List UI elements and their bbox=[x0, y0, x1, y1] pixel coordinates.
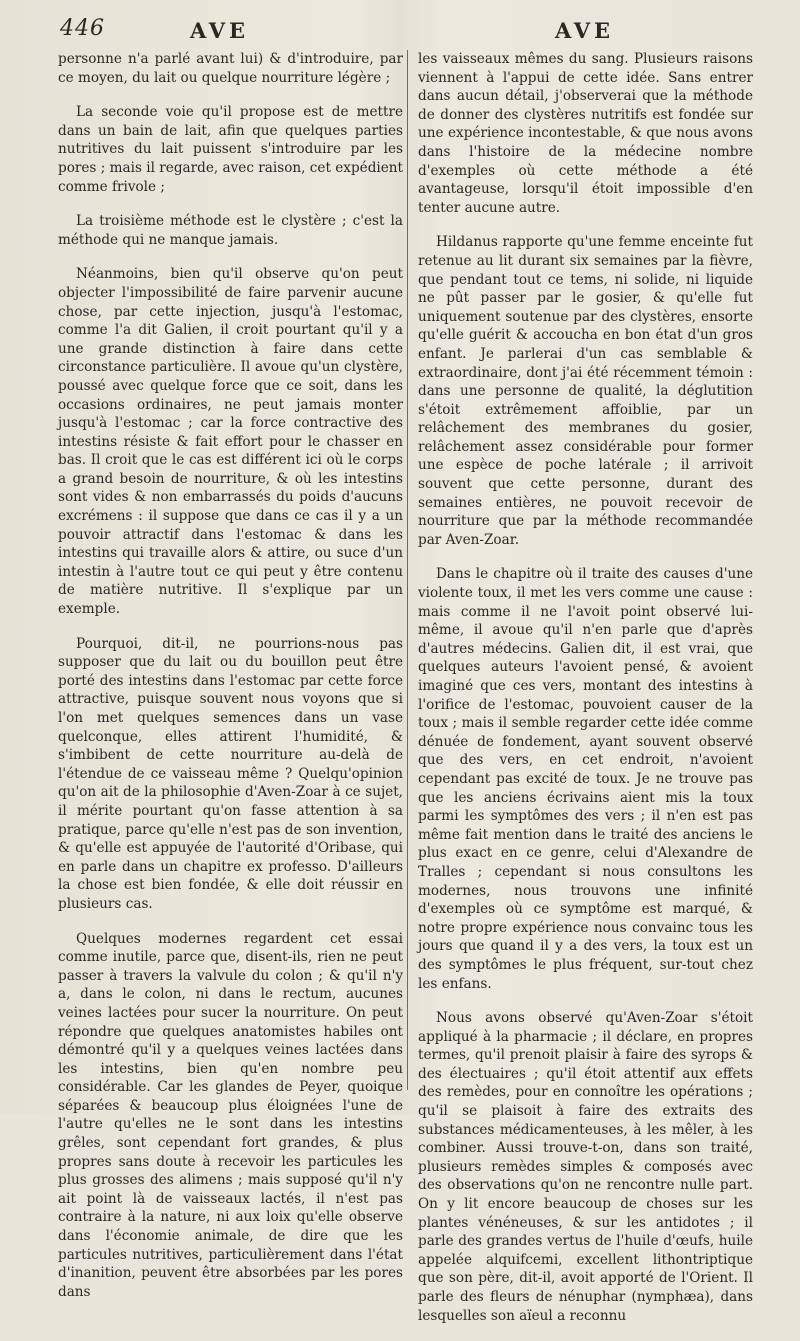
paragraph: Dans le chapitre où il traite des causes d'une violente toux, il met les vers comme une cause : mais comme il ne l'avoit point observé lui-même, il avoue qu'il n'en parle que d'après d'autres médecins. Galien dit, il est vrai, que quelques auteurs l'avoient pensé, & avoient imaginé que ces vers, montant des intestins à l'orifice de l'estomac, pouvoient causer de la toux ; mais il semble regarder cette idée comme dénuée de fondement, ayant souvent observé que des vers, en cet endroit, n'avoient cependant pas excité de toux. Je ne trouve pas que les anciens écrivains aient mis la toux parmi les symptômes des vers ; il n'en est pas même fait mention dans le traité des anciens le plus exact en ce genre, celui d'Alexandre de Tralles ; cependant si nous consultons les modernes, nous trouvons une infinité d'exemples où ce symptôme est marqué, & notre propre expérience nous convainc tous les jours que quand il y a des vers, la toux est un des symptômes le plus fréquent, sur-tout chez les enfans. bbox=[418, 566, 753, 992]
paragraph: La troisième méthode est le clystère ; c'est la méthode qui ne manque jamais. bbox=[58, 213, 403, 248]
paragraph: Nous avons observé qu'Aven-Zoar s'étoit appliqué à la pharmacie ; il déclare, en propres termes, qu'il prenoit plaisir à faire des syrops & des électuaires ; qu'il étoit attentif aux effets des remèdes, pour en connoître les opérations ; qu'il se plaisoit à faire des extraits des substances médicamenteuses, à les mêler, à les combiner. Aussi trouve-t-on, dans son traité, plusieurs remèdes simples & composés avec des observations qu'on ne rencontre nulle part. On y lit encore beaucoup de choses sur les plantes vénéneuses, & sur les antidotes ; il parle des grandes vertus de l'huile d'œufs, huile appelée alquifcemi, excellent lithontriptique que son père, dit-il, avoit apporté de l'Orient. Il parle des fleurs de nénuphar (nymphæa), dans lesquelles son aïeul a reconnu bbox=[418, 1010, 753, 1324]
right-column bbox=[418, 50, 753, 1341]
paragraph: les vaisseaux mêmes du sang. Plusieurs raisons viennent à l'appui de cette idée. Sans entrer dans aucun détail, j'observerai que la méthode de donner des clystères nutritifs est fondée sur une expérience incontestable, & que nous avons dans l'histoire de la médecine nombre d'exemples où cette méthode a été avantageuse, lorsqu'il étoit impossible d'en tenter aucune autre. bbox=[418, 51, 753, 216]
paragraph: Néanmoins, bien qu'il observe qu'on peut objecter l'impossibilité de faire parvenir aucune chose, par cette injection, jusqu'à l'estomac, comme l'a dit Galien, il croit pourtant qu'il y a une grande distinction à faire dans cette circonstance particulière. Il avoue qu'un clystère, poussé avec quelque force que ce soit, dans les occasions ordinaires, ne peut jamais monter jusqu'à l'estomac ; car la force contractive des intestins résiste & fait effort pour le chasser en bas. Il croit que le cas est différent ici où le corps a grand besoin de nourriture, & où les intestins sont vides & non embarrassés du poids d'aucuns excrémens : il suppose que dans ce cas il y a un pouvoir attractif dans l'estomac & dans les intestins qui travaille alors & attire, ou suce d'un intestin à l'autre tout ce qui peut y être contenu de matière nutritive. Il s'explique par un exemple. bbox=[58, 266, 403, 618]
left-column bbox=[58, 50, 403, 1317]
paragraph: Pourquoi, dit-il, ne pourrions-nous pas supposer que du lait ou du bouillon peut être porté des intestins dans l'estomac par cette force attractive, puisque souvent nous voyons que si l'on met quelques semences dans un vase quelconque, elles attirent l'humidité, & s'imbibent de cette nourriture au-delà de l'étendue de ce vaisseau même ? Quelqu'opinion qu'on ait de la philosophie d'Aven-Zoar à ce sujet, il mérite pourtant qu'on fasse attention à sa pratique, parce qu'elle n'est pas de son invention, & qu'elle est appuyée de l'autorité d'Oribase, qui en parle dans un chapitre ex professo. D'ailleurs la chose est bien fondée, & elle doit réussir en plusieurs cas. bbox=[58, 635, 403, 912]
column-divider bbox=[407, 50, 408, 1090]
paragraph: Quelques modernes regardent cet essai comme inutile, parce que, disent-ils, rien ne peut passer à travers la valvule du colon ; & qu'il n'y a, dans le colon, ni dans le rectum, aucunes veines lactées pour sucer la nourriture. On peut répondre que quelques anatomistes habiles ont démontré qu'il y a quelques veines lactées dans les intestins, bien qu'en nombre peu considérable. Car les glandes de Peyer, quoique séparées & beaucoup plus éloignées l'une de l'autre qu'elles ne le sont dans les intestins grêles, sont cependant fort grandes, & plus propres sans doute à recevoir les particules les plus grosses des alimens ; mais supposé qu'il n'y ait point là de vaisseaux lactés, il n'est pas contraire à la nature, ni aux loix qu'elle observe dans l'économie animale, de dire que les particules nutritives, particulièrement dans l'état d'inanition, peuvent être absorbées par les pores dans bbox=[58, 930, 403, 1300]
running-head-left: AVE bbox=[190, 18, 250, 43]
paragraph: La seconde voie qu'il propose est de mettre dans un bain de lait, afin que quelques parties nutritives du lait puissent s'introduire par les pores ; mais il regarde, avec raison, cet expédient comme frivole ; bbox=[58, 104, 404, 195]
running-head-right: AVE bbox=[555, 18, 615, 43]
page-number: 446 bbox=[60, 16, 105, 41]
page-header bbox=[0, 14, 800, 48]
paragraph: Hildanus rapporte qu'une femme enceinte fut retenue au lit durant six semaines par la fièvre, que pendant tout ce tems, ni solide, ni liquide ne pût passer par le gosier, & qu'elle fut uniquement soutenue par des clystères, ensorte qu'elle guérit & accoucha en bon état d'un gros enfant. Je parlerai d'un cas semblable & extraordinaire, dont j'ai été récemment témoin : dans une personne de qualité, la déglutition s'étoit extrêmement affoiblie, par un relâchement des membranes du gosier, relâchement assez considérable pour former une espèce de poche latérale ; il arrivoit souvent que cette personne, durant des semaines entières, ne pouvoit recevoir de nourriture que par la méthode recommandée par Aven-Zoar. bbox=[418, 234, 753, 548]
paragraph: personne n'a parlé avant lui) & d'introduire, par ce moyen, du lait ou quelque nourriture légère ; bbox=[58, 51, 403, 86]
